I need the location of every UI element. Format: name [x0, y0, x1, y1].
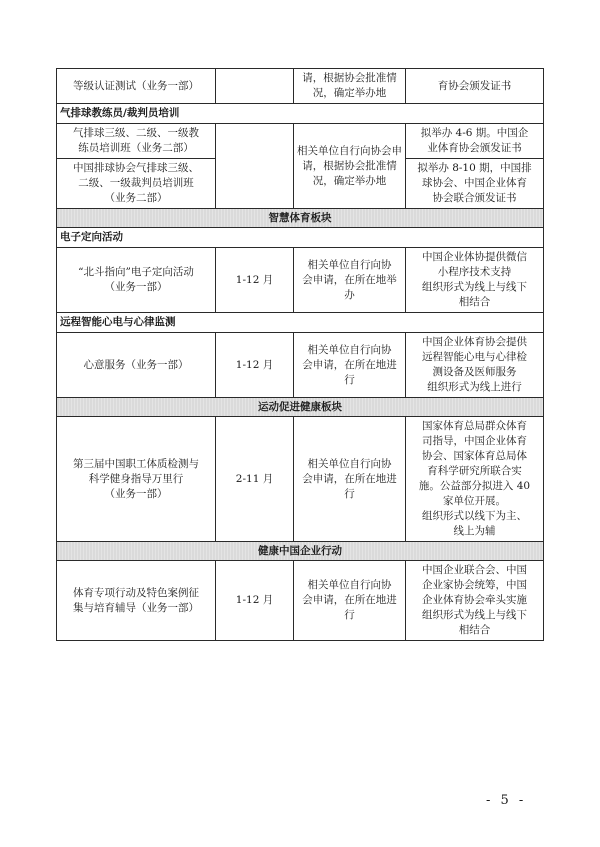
- text-line: 气排球三级、二级、一级教: [73, 127, 199, 139]
- time-cell: 1-12 月: [216, 248, 294, 313]
- text-line: （业务一部）: [104, 487, 168, 500]
- text-line: 二级、一级裁判员培训班: [78, 177, 194, 189]
- text-line: 业体育协会颁发证书: [427, 142, 522, 154]
- text-line: 测设备及医师服务: [432, 366, 517, 378]
- text-line: 小程序技术支持: [437, 266, 512, 278]
- page-number: - 5 -: [486, 793, 527, 808]
- section-heading-row: [57, 228, 544, 248]
- text-line: 相关单位自行向协: [307, 343, 392, 356]
- text-line: 集与培育辅导（业务一部）: [73, 601, 199, 614]
- note-cell: [406, 561, 544, 641]
- text-line: 线上为辅: [453, 525, 496, 537]
- time-cell: 1-12 月: [216, 333, 294, 398]
- note-cell: [406, 159, 544, 209]
- text-line: 协会、国家体育总局体: [422, 450, 527, 462]
- text-line: 中国企业体协提供微信: [422, 251, 527, 263]
- text-line: 拟举办 8-10 期，中国排: [417, 162, 532, 174]
- text-line: 相关单位自行向协会申: [297, 144, 402, 157]
- text-line: 施。公益部分拟进入 40: [418, 480, 531, 492]
- text-line: 育科学研究所联合实: [427, 465, 522, 477]
- activity-cell: 等级认证测试（业务一部）: [57, 69, 216, 104]
- text-line: 行: [344, 373, 355, 386]
- note-cell: [406, 333, 544, 398]
- time-cell: [216, 124, 294, 209]
- activity-cell: [57, 561, 216, 641]
- board-title: 健康中国企业行动: [57, 542, 544, 561]
- text-line: “北斗指向”电子定向活动: [78, 266, 194, 278]
- text-line: 球协会、中国企业体育: [422, 177, 527, 189]
- text-line: 组织形式为线上进行: [427, 381, 522, 393]
- section-heading-row: [57, 104, 544, 124]
- text-line: 体育专项行动及特色案例征: [73, 586, 199, 599]
- method-cell: [294, 69, 406, 104]
- text-line: 相结合: [458, 296, 491, 308]
- text-line: 请，根据协会批准情: [302, 72, 397, 84]
- text-line: 况，确定举办地: [312, 87, 387, 99]
- table-row: [57, 561, 544, 641]
- text-line: 行: [344, 609, 355, 621]
- board-header-row: [57, 209, 544, 228]
- text-line: （业务二部）: [104, 192, 168, 204]
- text-line: 国家体育总局群众体育: [422, 420, 527, 432]
- text-line: 相关单位自行向协: [307, 457, 392, 470]
- time-cell: 1-12 月: [216, 561, 294, 641]
- text-line: 相关单位自行向协: [307, 258, 392, 271]
- activity-cell: 心意服务（业务一部）: [57, 333, 216, 398]
- method-cell: [294, 248, 406, 313]
- text-line: 练员培训班（业务二部）: [78, 142, 194, 154]
- activity-cell: [57, 159, 216, 209]
- text-line: 相结合: [458, 624, 491, 636]
- note-cell: [406, 248, 544, 313]
- text-line: 中国企业体育协会提供: [422, 336, 527, 348]
- table-row: [57, 333, 544, 398]
- text-line: 协会联合颁发证书: [432, 192, 517, 204]
- text-line: 司指导，中国企业体育: [422, 435, 527, 447]
- note-cell: [406, 417, 544, 542]
- text-line: 远程智能心电与心律检: [422, 351, 527, 363]
- section-heading: 气排球教练员/裁判员培训: [57, 104, 544, 124]
- text-line: 会申请，在所在地进: [302, 472, 397, 485]
- text-line: 况，确定举办地: [312, 174, 387, 187]
- method-cell: [294, 124, 406, 209]
- time-cell: 2-11 月: [216, 417, 294, 542]
- text-line: 会申请，在所在地进: [302, 594, 397, 606]
- text-line: （业务一部）: [104, 281, 168, 293]
- method-cell: [294, 417, 406, 542]
- board-title: 运动促进健康板块: [57, 398, 544, 417]
- text-line: 中国企业联合会、中国: [422, 564, 527, 576]
- method-cell: [294, 333, 406, 398]
- text-line: 组织形式为线上与线下: [422, 281, 527, 293]
- text-line: 办: [344, 288, 355, 301]
- method-cell: [294, 561, 406, 641]
- note-cell: [406, 124, 544, 159]
- table-row: [57, 69, 544, 104]
- activity-cell: [57, 124, 216, 159]
- table-row: [57, 124, 544, 159]
- board-title: 智慧体育板块: [57, 209, 544, 228]
- section-heading-row: [57, 313, 544, 333]
- table-row: [57, 248, 544, 313]
- text-line: 中国排球协会气排球三级、: [73, 162, 199, 174]
- time-cell: [216, 69, 294, 104]
- section-heading: 远程智能心电与心律监测: [57, 313, 544, 333]
- section-heading: 电子定向活动: [57, 228, 544, 248]
- activity-cell: [57, 248, 216, 313]
- activity-cell: [57, 417, 216, 542]
- table-row: [57, 417, 544, 542]
- board-header-row: [57, 542, 544, 561]
- text-line: 家单位开展。: [443, 495, 506, 507]
- text-line: 企业家协会统筹，中国: [422, 579, 527, 591]
- text-line: 组织形式为线上与线下: [422, 609, 527, 621]
- text-line: 拟举办 4-6 期。中国企: [420, 127, 529, 139]
- board-header-row: [57, 398, 544, 417]
- text-line: 会申请，在所在地举: [302, 273, 397, 286]
- text-line: 相关单位自行向协: [307, 579, 392, 591]
- activity-table: [56, 68, 544, 641]
- text-line: 会申请，在所在地进: [302, 358, 397, 371]
- text-line: 组织形式以线下为主、: [422, 510, 527, 522]
- text-line: 企业体育协会牵头实施: [422, 594, 527, 606]
- text-line: 科学健身指导万里行: [88, 472, 184, 485]
- text-line: 行: [344, 487, 355, 500]
- note-cell: 育协会颁发证书: [406, 69, 544, 104]
- text-line: 请，根据协会批准情: [302, 159, 397, 172]
- text-line: 第三届中国职工体质检测与: [73, 457, 199, 470]
